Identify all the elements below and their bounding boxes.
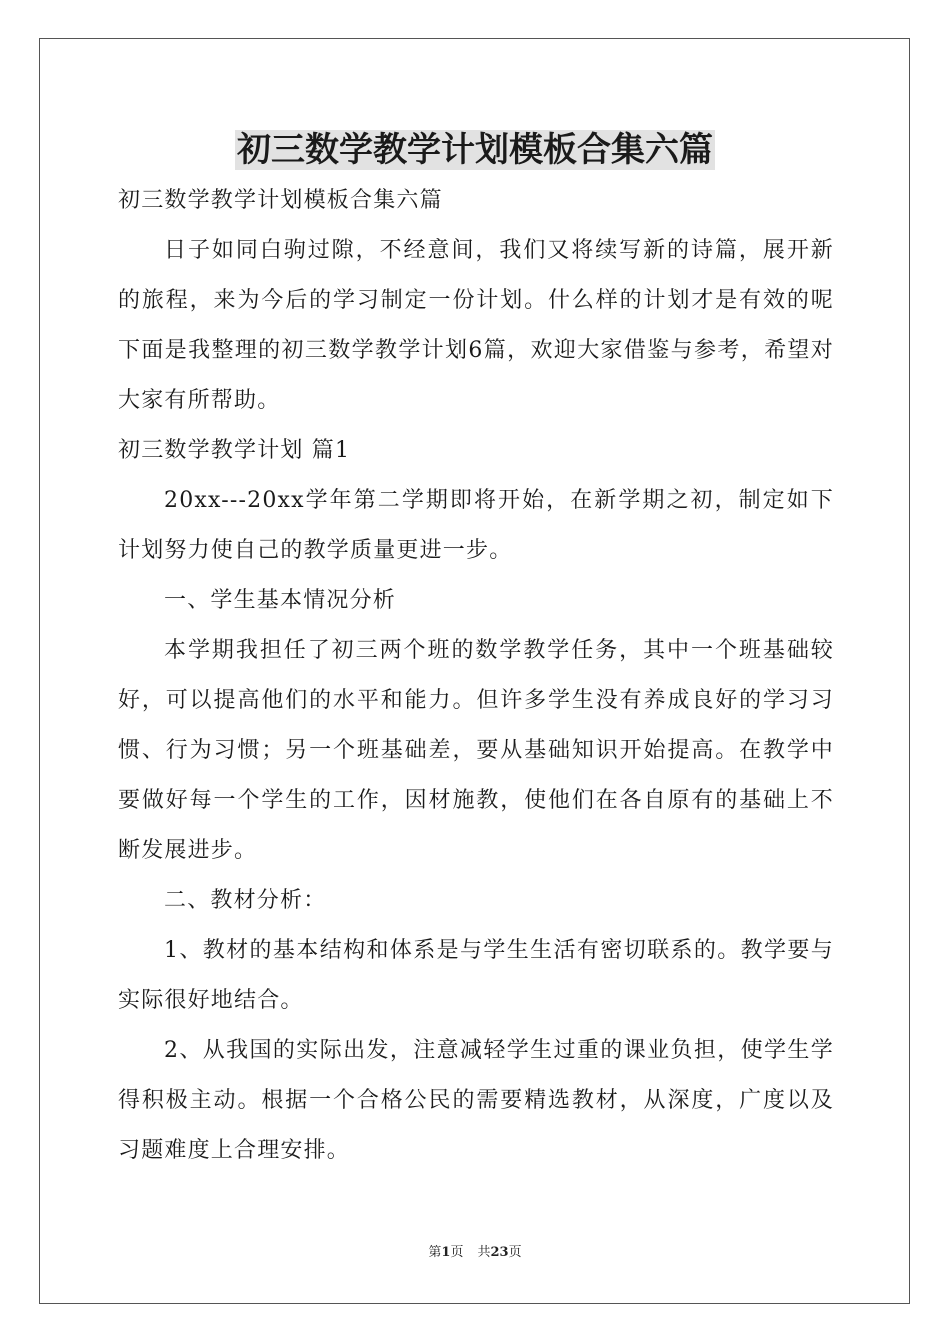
subheading-textbook-analysis: 二、教材分析：	[164, 888, 327, 913]
paragraph-textbook-point-2: 2、从我国的实际出发，注意减轻学生过重的课业负担，使学生学得积极主动。根据一个合格公民的需要精选教材，从深度，广度以及习题难度上合理安排。	[118, 1038, 834, 1163]
footer-total-suffix: 页	[508, 1245, 522, 1260]
document-body	[118, 176, 834, 1176]
footer-page-prefix: 第	[428, 1245, 442, 1260]
subheading-student-analysis: 一、学生基本情况分析	[164, 588, 397, 613]
footer-page-suffix: 页	[450, 1245, 464, 1260]
paragraph-intro: 日子如同白驹过隙，不经意间，我们又将续写新的诗篇，展开新的旅程，来为今后的学习制定一份计划。什么样的计划才是有效的呢下面是我整理的初三数学教学计划6篇，欢迎大家借鉴与参考，希望对大家有所帮助。	[118, 238, 834, 413]
footer-total-prefix: 共	[477, 1245, 491, 1260]
document-title-text: 初三数学教学计划模板合集六篇	[237, 130, 713, 170]
paragraph-textbook-point-1: 1、教材的基本结构和体系是与学生生活有密切联系的。教学要与实际很好地结合。	[118, 938, 834, 1013]
document-title	[0, 122, 950, 178]
section-heading-plan-1: 初三数学教学计划 篇1	[118, 438, 351, 463]
paragraph-plan-intro: 20xx---20xx学年第二学期即将开始，在新学期之初，制定如下计划努力使自己的教学质量更进一步。	[118, 488, 834, 563]
footer-page-number: 1	[441, 1245, 451, 1260]
paragraph-subtitle: 初三数学教学计划模板合集六篇	[118, 188, 443, 213]
footer-total-pages: 23	[490, 1245, 509, 1260]
page-footer	[0, 1244, 950, 1262]
paragraph-student-analysis: 本学期我担任了初三两个班的数学教学任务，其中一个班基础较好，可以提高他们的水平和能力。但许多学生没有养成良好的学习习惯、行为习惯；另一个班基础差，要从基础知识开始提高。在教学中要做好每一个学生的工作，因材施教，使他们在各自原有的基础上不断发展进步。	[118, 638, 834, 863]
